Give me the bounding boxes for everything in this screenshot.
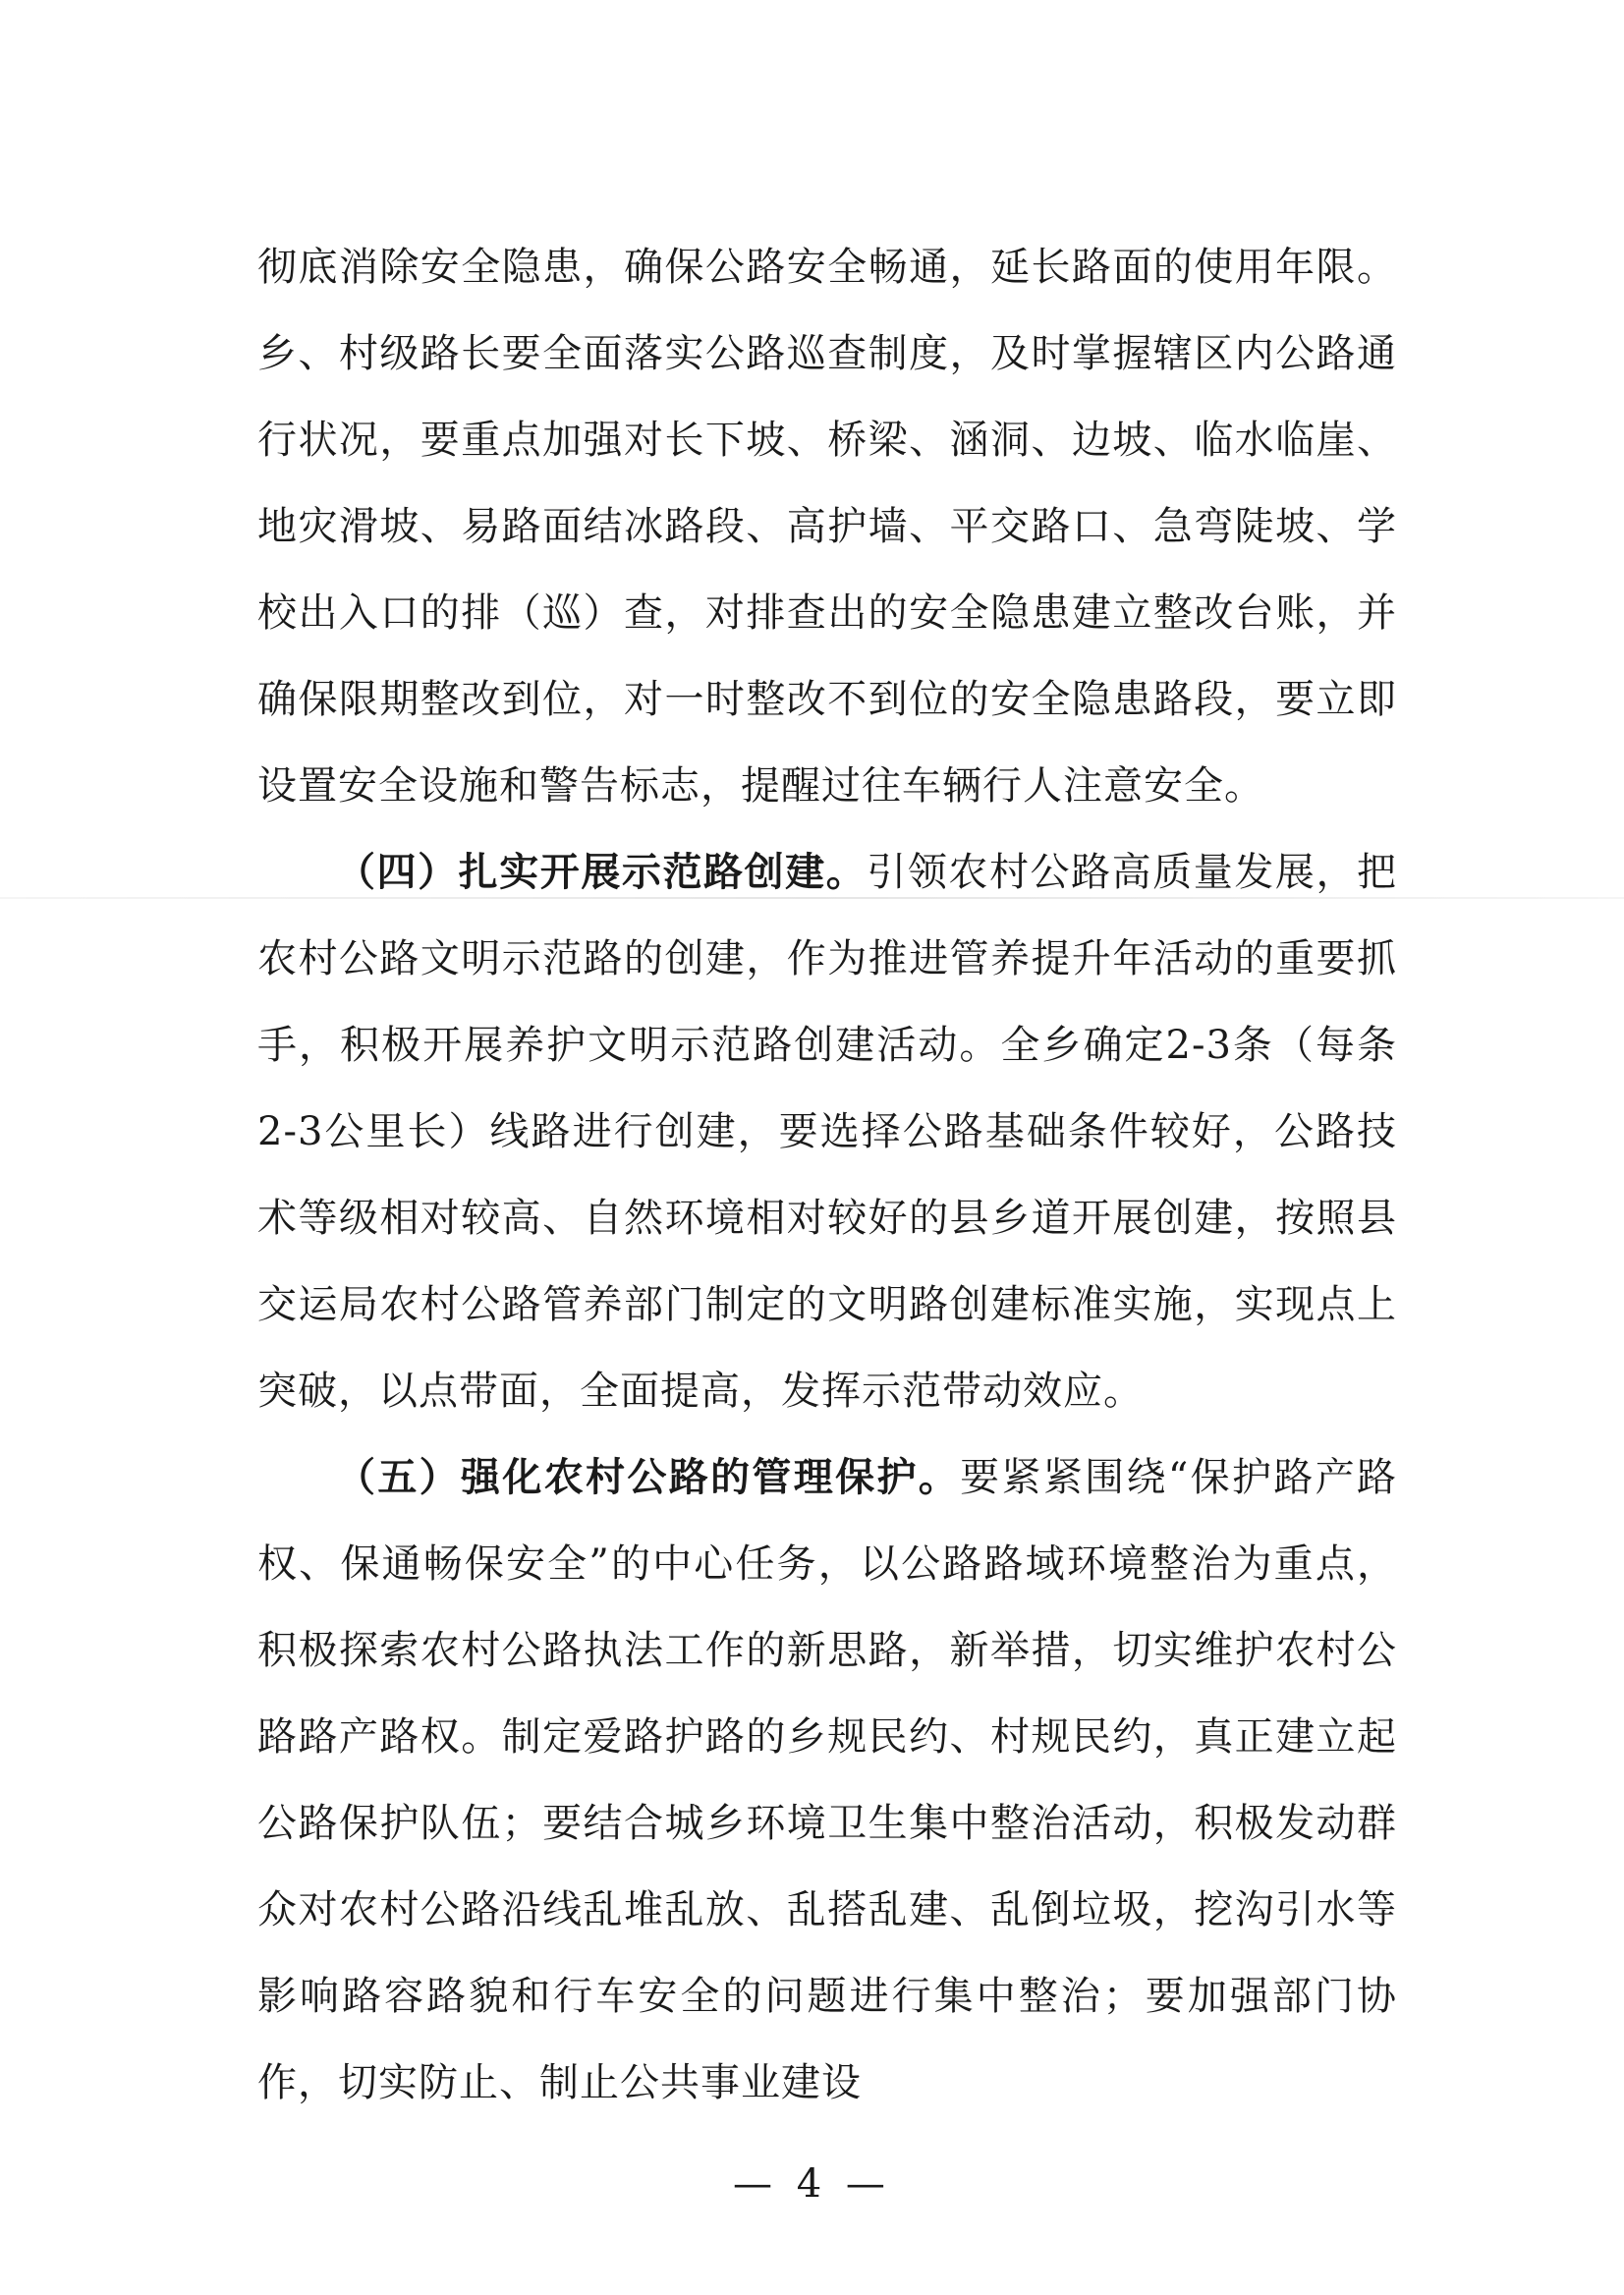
- paragraph-3-text: 要紧紧围绕“保护路产路权、保通畅保安全”的中心任务，以公路路域环境整治为重点，积极探索农村公路执法工作的新思路，新举措，切实维护农村公路路产路权。制定爱路护路的乡规民约、村规民约，真正建立起公路保护队伍；要结合城乡环境卫生集中整治活动，积极发动群众对农村公路沿线乱堆乱放、乱搭乱建、乱倒垃圾，挖沟引水等影响路容路貌和行车安全的问题进行集中整治；要加强部门协作，切实防止、制止公共事业建设: [257, 1455, 1398, 2105]
- paragraph-2: [257, 829, 1397, 1434]
- section-heading-4: （四）扎实开展示范路创建。: [336, 849, 868, 895]
- paragraph-3: [257, 1434, 1397, 2126]
- page-number: — 4 —: [733, 2161, 891, 2207]
- paragraph-1: [257, 224, 1397, 829]
- paragraph-2-text: 引领农村公路高质量发展，把农村公路文明示范路的创建，作为推进管养提升年活动的重要抓手，积极开展养护文明示范路创建活动。全乡确定2-3条（每条2-3公里长）线路进行创建，要选择公路基础条件较好，公路技术等级相对较高、自然环境相对较好的县乡道开展创建，按照县交运局农村公路管养部门制定的文明路创建标准实施，实现点上突破，以点带面，全面提高，发挥示范带动效应。: [257, 850, 1398, 1414]
- paragraph-1-text: 彻底消除安全隐患，确保公路安全畅通，延长路面的使用年限。乡、村级路长要全面落实公路巡查制度，及时掌握辖区内公路通行状况，要重点加强对长下坡、桥梁、涵洞、边坡、临水临崖、地灾滑坡、易路面结冰路段、高护墙、平交路口、急弯陡坡、学校出入口的排（巡）查，对排查出的安全隐患建立整改台账，并确保限期整改到位，对一时整改不到位的安全隐患路段，要立即设置安全设施和警告标志，提醒过往车辆行人注意安全。: [257, 245, 1397, 809]
- section-heading-5: （五）强化农村公路的管理保护。: [336, 1454, 961, 1500]
- body-text: [257, 224, 1397, 2126]
